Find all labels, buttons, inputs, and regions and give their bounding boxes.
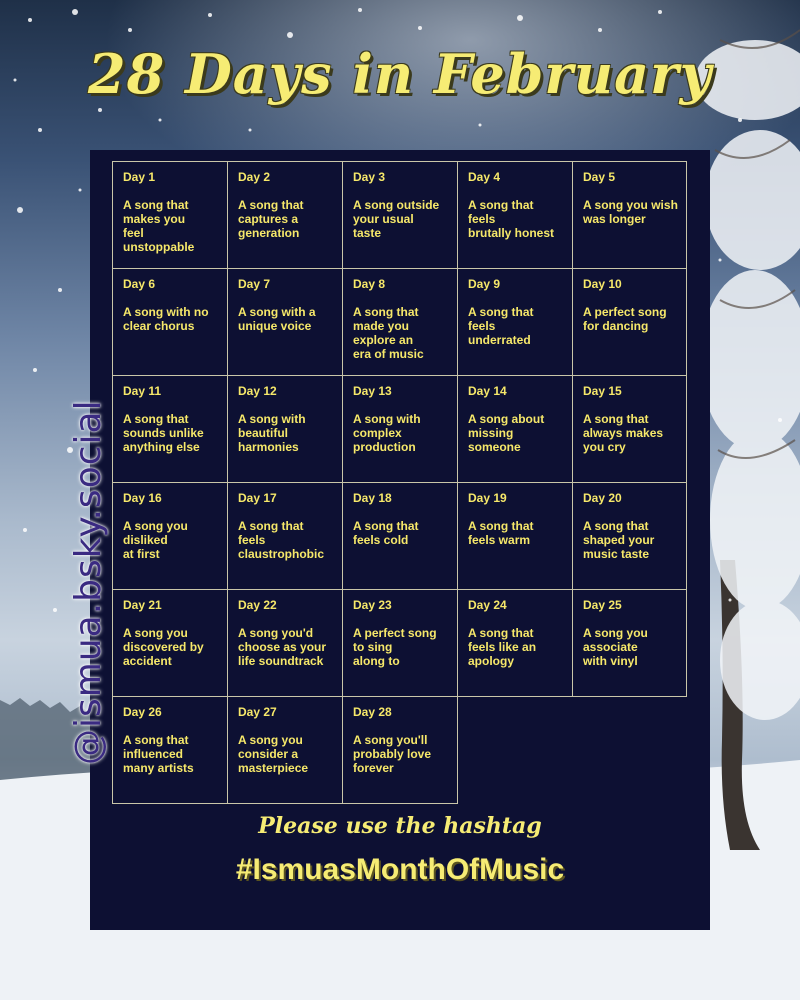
- day-number: Day 18: [353, 491, 392, 505]
- calendar-grid: [113, 162, 687, 804]
- day-cell: [457, 482, 573, 590]
- day-prompt: A song you wish was longer: [583, 198, 678, 226]
- day-number: Day 16: [123, 491, 162, 505]
- day-number: Day 15: [583, 384, 622, 398]
- day-number: Day 5: [583, 170, 616, 184]
- day-cell: [342, 696, 458, 804]
- day-cell: [457, 589, 573, 697]
- day-cell: [112, 696, 228, 804]
- day-cell: [342, 161, 458, 269]
- day-cell: [227, 268, 343, 376]
- day-prompt: A song with complex production: [353, 412, 421, 454]
- day-cell: [227, 696, 343, 804]
- day-number: Day 9: [468, 277, 501, 291]
- day-prompt: A song that shaped your music taste: [583, 519, 655, 561]
- day-prompt: A song about missing someone: [468, 412, 545, 454]
- day-prompt: A song that influenced many artists: [123, 733, 194, 775]
- day-number: Day 26: [123, 705, 162, 719]
- day-cell: [342, 268, 458, 376]
- day-prompt: A song that captures a generation: [238, 198, 304, 240]
- day-number: Day 12: [238, 384, 277, 398]
- day-number: Day 27: [238, 705, 277, 719]
- day-prompt: A song that sounds unlike anything else: [123, 412, 204, 454]
- day-cell: [572, 268, 687, 376]
- day-prompt: A song that feels underrated: [468, 305, 534, 347]
- day-number: Day 10: [583, 277, 622, 291]
- day-cell: [342, 482, 458, 590]
- day-number: Day 1: [123, 170, 156, 184]
- day-prompt: A song that feels cold: [353, 519, 419, 547]
- day-number: Day 14: [468, 384, 507, 398]
- day-prompt: A song that made you explore an era of music: [353, 305, 424, 361]
- day-cell: [457, 268, 573, 376]
- day-number: Day 19: [468, 491, 507, 505]
- day-cell: [112, 268, 228, 376]
- day-cell: [112, 482, 228, 590]
- day-number: Day 11: [123, 384, 162, 398]
- day-prompt: A song you discovered by accident: [123, 626, 204, 668]
- day-number: Day 24: [468, 598, 507, 612]
- day-number: Day 20: [583, 491, 622, 505]
- hashtag: #IsmuasMonthOfMusic: [235, 853, 565, 886]
- day-number: Day 7: [238, 277, 271, 291]
- day-prompt: A song that always makes you cry: [583, 412, 664, 454]
- social-handle: @ismua.bsky.social: [68, 399, 109, 765]
- day-number: Day 4: [468, 170, 501, 184]
- day-cell: [572, 161, 687, 269]
- day-prompt: A perfect song to sing along to: [353, 626, 437, 668]
- day-prompt: A perfect song for dancing: [583, 305, 667, 333]
- day-cell: [572, 482, 687, 590]
- day-prompt: A song that makes you feel unstoppable: [123, 198, 195, 254]
- day-prompt: A song that feels claustrophobic: [238, 519, 325, 561]
- day-prompt: A song with a unique voice: [238, 305, 316, 333]
- day-prompt: A song with beautiful harmonies: [238, 412, 306, 454]
- footer-note: Please use the hashtag: [258, 813, 542, 839]
- day-number: Day 17: [238, 491, 277, 505]
- day-cell: [227, 589, 343, 697]
- day-number: Day 8: [353, 277, 386, 291]
- day-number: Day 2: [238, 170, 271, 184]
- day-cell: [457, 375, 573, 483]
- page-title: 28 Days in February: [88, 42, 712, 106]
- day-number: Day 25: [583, 598, 622, 612]
- day-prompt: A song you'll probably love forever: [353, 733, 432, 775]
- day-number: Day 23: [353, 598, 392, 612]
- day-prompt: A song you'd choose as your life soundtrack: [238, 626, 327, 668]
- day-cell: [112, 161, 228, 269]
- day-prompt: A song you associate with vinyl: [583, 626, 648, 668]
- day-cell: [572, 589, 687, 697]
- day-number: Day 21: [123, 598, 162, 612]
- day-cell: [572, 375, 687, 483]
- day-prompt: A song you disliked at first: [123, 519, 188, 561]
- day-cell: [227, 375, 343, 483]
- day-cell: [342, 375, 458, 483]
- day-prompt: A song outside your usual taste: [353, 198, 440, 240]
- day-cell: [457, 161, 573, 269]
- day-prompt: A song that feels like an apology: [468, 626, 537, 668]
- day-number: Day 28: [353, 705, 392, 719]
- day-cell: [342, 589, 458, 697]
- day-prompt: A song you consider a masterpiece: [238, 733, 309, 775]
- day-cell: [112, 375, 228, 483]
- day-cell: [227, 482, 343, 590]
- snowy-tree: [695, 40, 800, 720]
- day-number: Day 13: [353, 384, 392, 398]
- day-number: Day 22: [238, 598, 277, 612]
- day-prompt: A song with no clear chorus: [123, 305, 209, 333]
- day-cell: [227, 161, 343, 269]
- day-cell: [112, 589, 228, 697]
- day-prompt: A song that feels brutally honest: [468, 198, 555, 240]
- day-number: Day 3: [353, 170, 386, 184]
- day-prompt: A song that feels warm: [468, 519, 534, 547]
- day-number: Day 6: [123, 277, 156, 291]
